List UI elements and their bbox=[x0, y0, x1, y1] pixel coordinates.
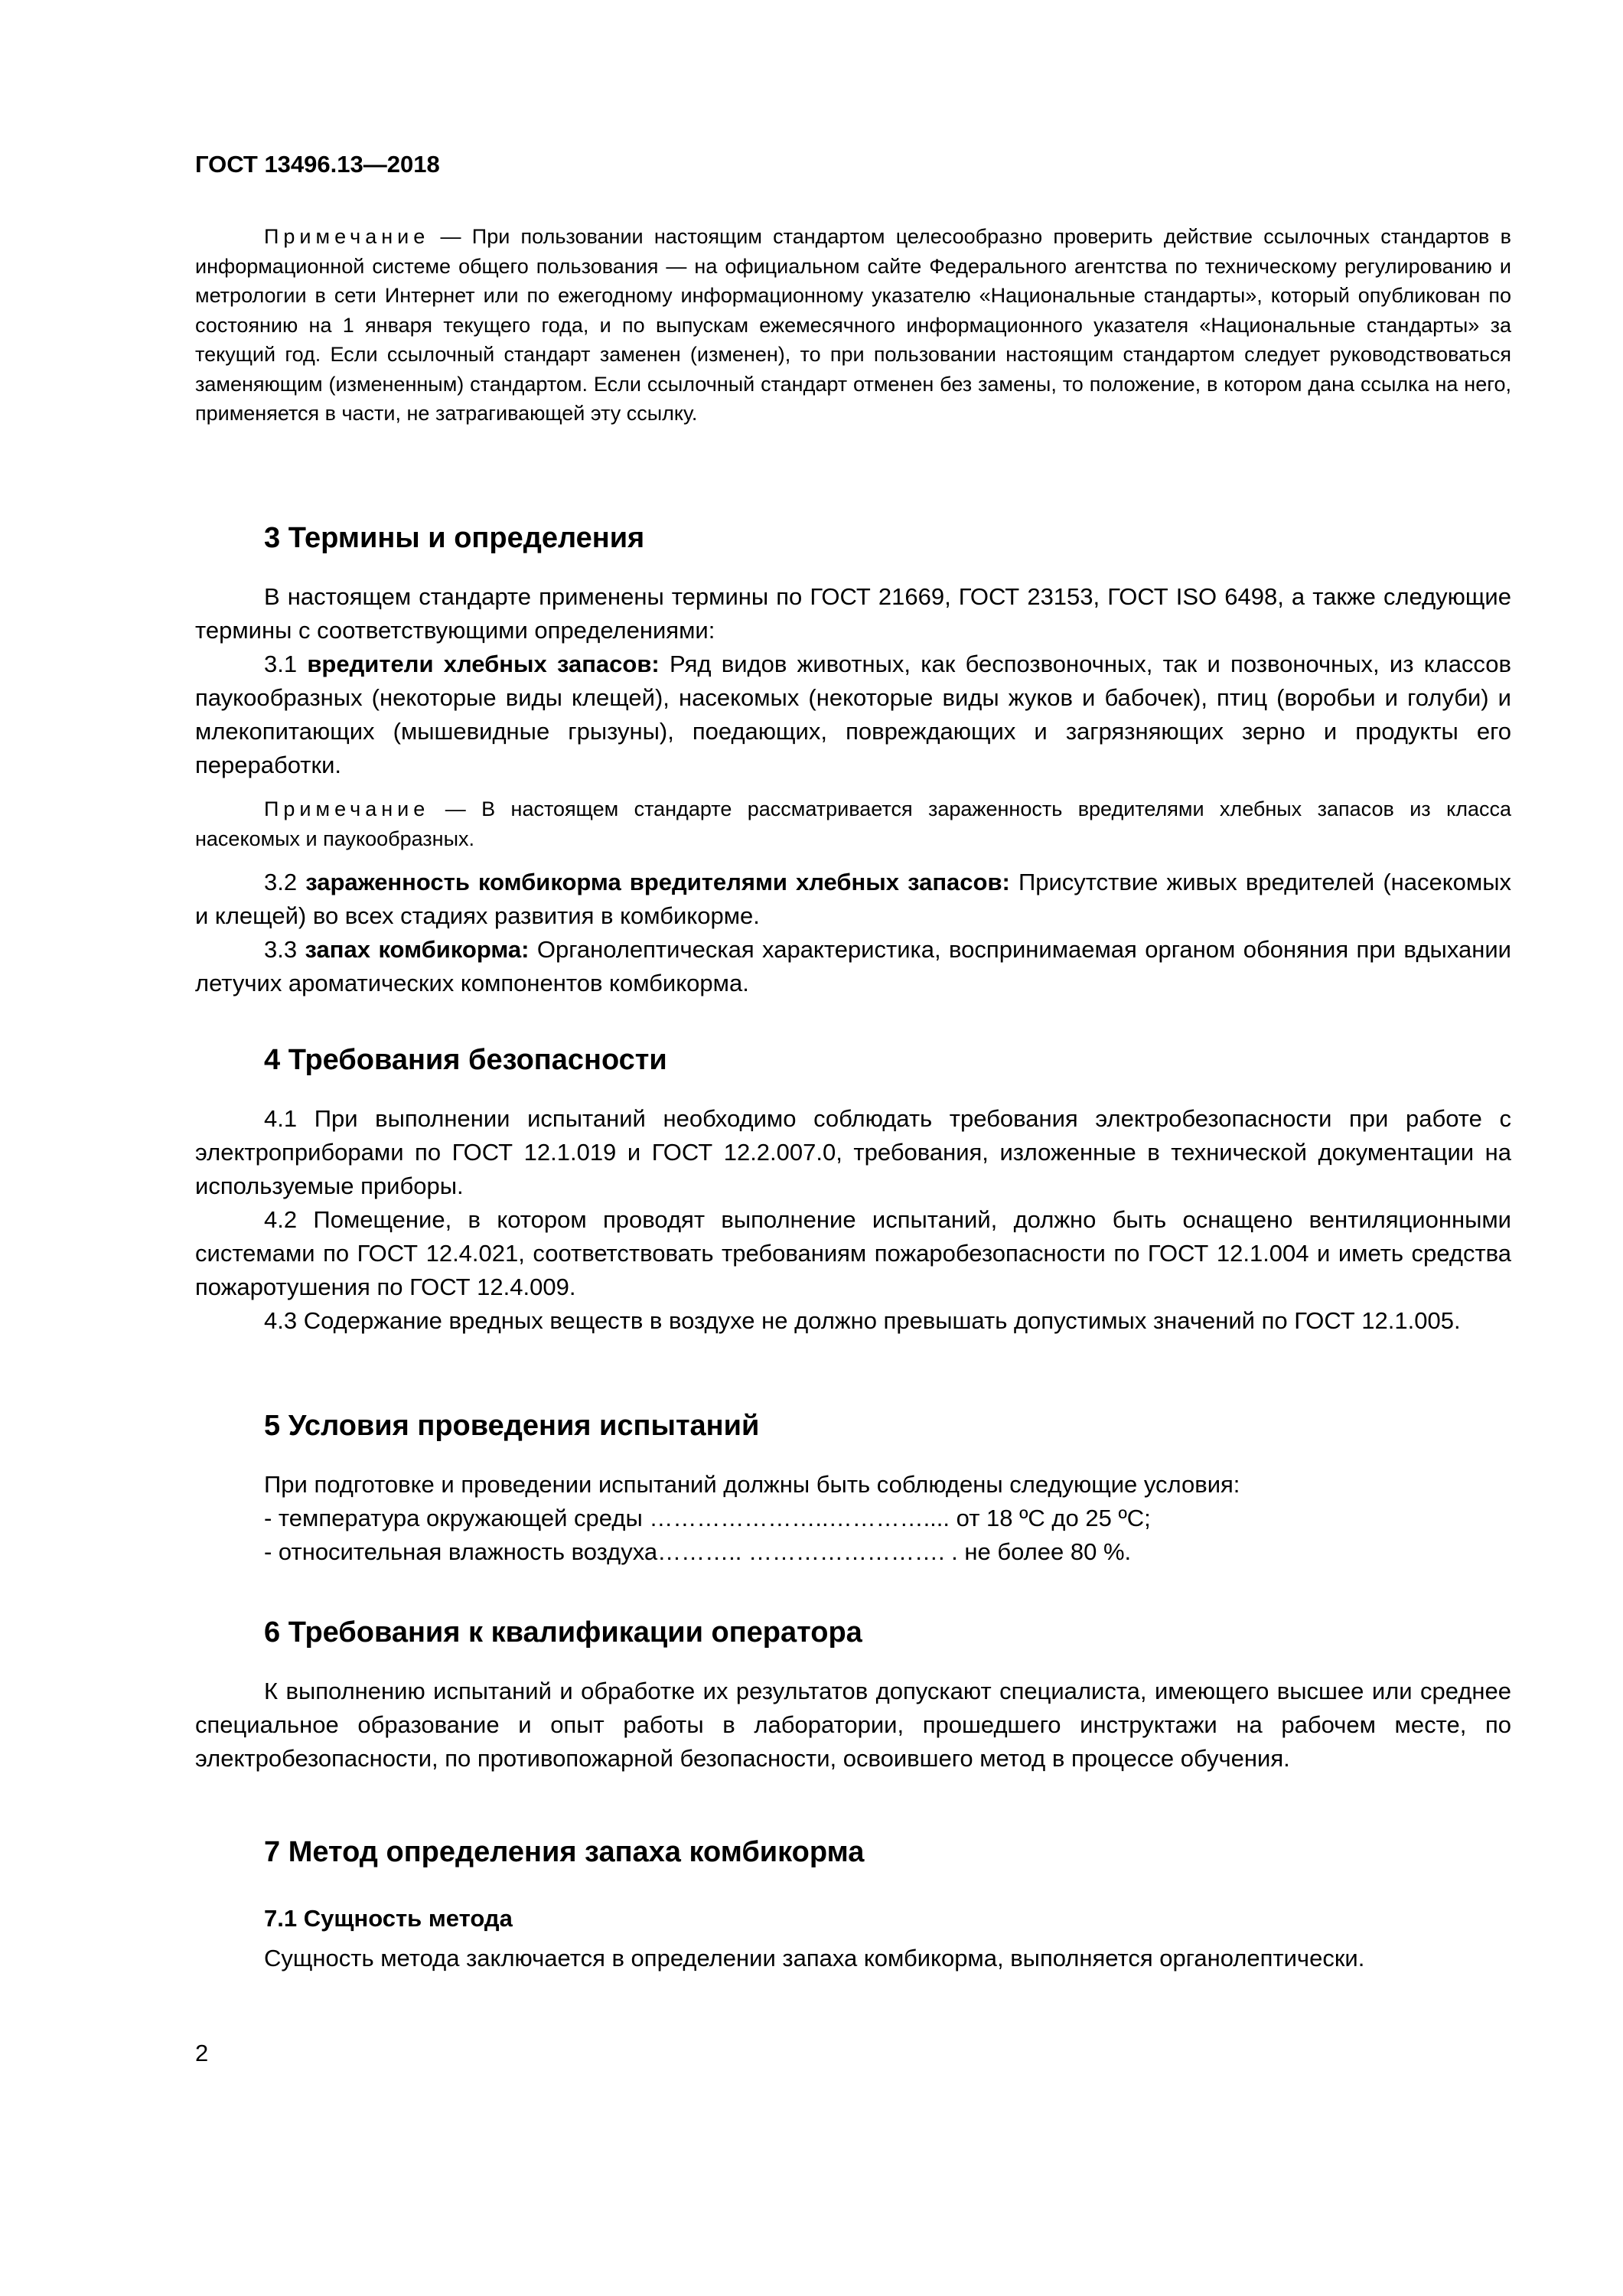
section-7-1-text: Сущность метода заключается в определении запаха комбикорма, выполняется органолептически. bbox=[264, 1945, 1365, 1971]
term-3-3-name: запах комбикорма: bbox=[305, 936, 530, 963]
section-3-intro: В настоящем стандарте применены термины по ГОСТ 21669, ГОСТ 23153, ГОСТ ISO 6498, а также следующие термины с соответствующими определениями: bbox=[195, 583, 1511, 644]
section-5 bbox=[195, 1407, 1511, 1569]
section-6-title: 6 Требования к квалификации оператора bbox=[264, 1616, 862, 1649]
term-3-2: 3.2 зараженность комбикорма вредителями хлебных запасов: Присутствие живых вредителей (насекомых и клещей) во всех стадиях развития в комбикорме. bbox=[195, 869, 1511, 929]
clause-4-2: 4.2 Помещение, в котором проводят выполнение испытаний, должно быть оснащено вентиляционными системами по ГОСТ 12.4.021, соответствовать требованиям пожаробезопасности по ГОСТ 12.1.004 и иметь средства пожаротушения по ГОСТ 12.4.009. bbox=[195, 1206, 1511, 1300]
clause-4-1: 4.1 При выполнении испытаний необходимо соблюдать требования электробезопасности при работе с электроприборами по ГОСТ 12.1.019 и ГОСТ 12.2.007.0, требования, изложенные в технической документации на используемые приборы. bbox=[195, 1105, 1511, 1199]
section-6-text: К выполнению испытаний и обработке их результатов допускают специалиста, имеющего высшее или среднее специальное образование и опыт работы в лаборатории, прошедшего инструктажи на рабочем месте, по электробезопасности, по противопожарной безопасности, освоившего метод в процессе обучения. bbox=[195, 1678, 1511, 1772]
document-code-header: ГОСТ 13496.13—2018 bbox=[195, 151, 440, 178]
section-5-intro: При подготовке и проведении испытаний должны быть соблюдены следующие условия: bbox=[264, 1471, 1240, 1498]
page-number: 2 bbox=[195, 2040, 209, 2066]
term-3-3: 3.3 запах комбикорма: Органолептическая характеристика, воспринимаемая органом обоняния при вдыхании летучих ароматических компонентов комбикорма. bbox=[195, 936, 1511, 996]
note-label: Примечание bbox=[264, 225, 430, 248]
condition-humidity: - относительная влажность воздуха……….. ……………………. . не более 80 %. bbox=[264, 1538, 1132, 1565]
section-3-note: Примечание — В настоящем стандарте рассматривается зараженность вредителями хлебных запасов из класса насекомых и паукообразных. bbox=[195, 797, 1511, 850]
section-4-title: 4 Требования безопасности bbox=[264, 1044, 667, 1076]
term-3-1-name: вредители хлебных запасов: bbox=[307, 651, 660, 677]
section-7-title: 7 Метод определения запаха комбикорма bbox=[264, 1836, 865, 1868]
section-7 bbox=[195, 1833, 1511, 1975]
section-6 bbox=[195, 1613, 1511, 1776]
section-3-title: 3 Термины и определения bbox=[264, 522, 645, 554]
clause-4-3: 4.3 Содержание вредных веществ в воздухе не должно превышать допустимых значений по ГОСТ 12.1.005. bbox=[264, 1307, 1461, 1334]
term-3-2-name: зараженность комбикорма вредителями хлебных запасов: bbox=[305, 869, 1010, 895]
note-text: — При пользовании настоящим стандартом целесообразно проверить действие ссылочных стандартов в информационной системе общего пользования — на официальном сайте Федерального агентства по техническому регулированию и метрологии в сети Интернет или по ежегодному информационному указателю «Национальные стандарты», который опубликован по состоянию на 1 января текущего года, и по выпускам ежемесячного информационного указателя «Национальные стандарты» за текущий год. Если ссылочный стандарт заменен (изменен), то при пользовании настоящим стандартом следует руководствоваться заменяющим (измененным) стандартом. Если ссылочный стандарт отменен без замены, то положение, в котором дана ссылка на него, применяется в части, не затрагивающей эту ссылку. bbox=[195, 225, 1511, 425]
section-3 bbox=[195, 519, 1511, 1000]
condition-temperature: - температура окружающей среды …………………..………….... от 18 ºС до 25 ºС; bbox=[264, 1505, 1151, 1531]
subsection-7-1-title: 7.1 Сущность метода bbox=[264, 1905, 513, 1932]
reference-note bbox=[195, 222, 1511, 429]
term-3-1: 3.1 вредители хлебных запасов: Ряд видов животных, как беспозвоночных, так и позвоночных, из классов паукообразных (некоторые виды клещей), насекомых (некоторые виды жуков и бабочек), птиц (воробьи и голуби) и млекопитающих (мышевидные грызуны), поедающих, повреждающих и загрязняющих зерно и продукты его переработки. bbox=[195, 651, 1511, 778]
section-5-title: 5 Условия проведения испытаний bbox=[264, 1410, 760, 1442]
section-4 bbox=[195, 1041, 1511, 1338]
